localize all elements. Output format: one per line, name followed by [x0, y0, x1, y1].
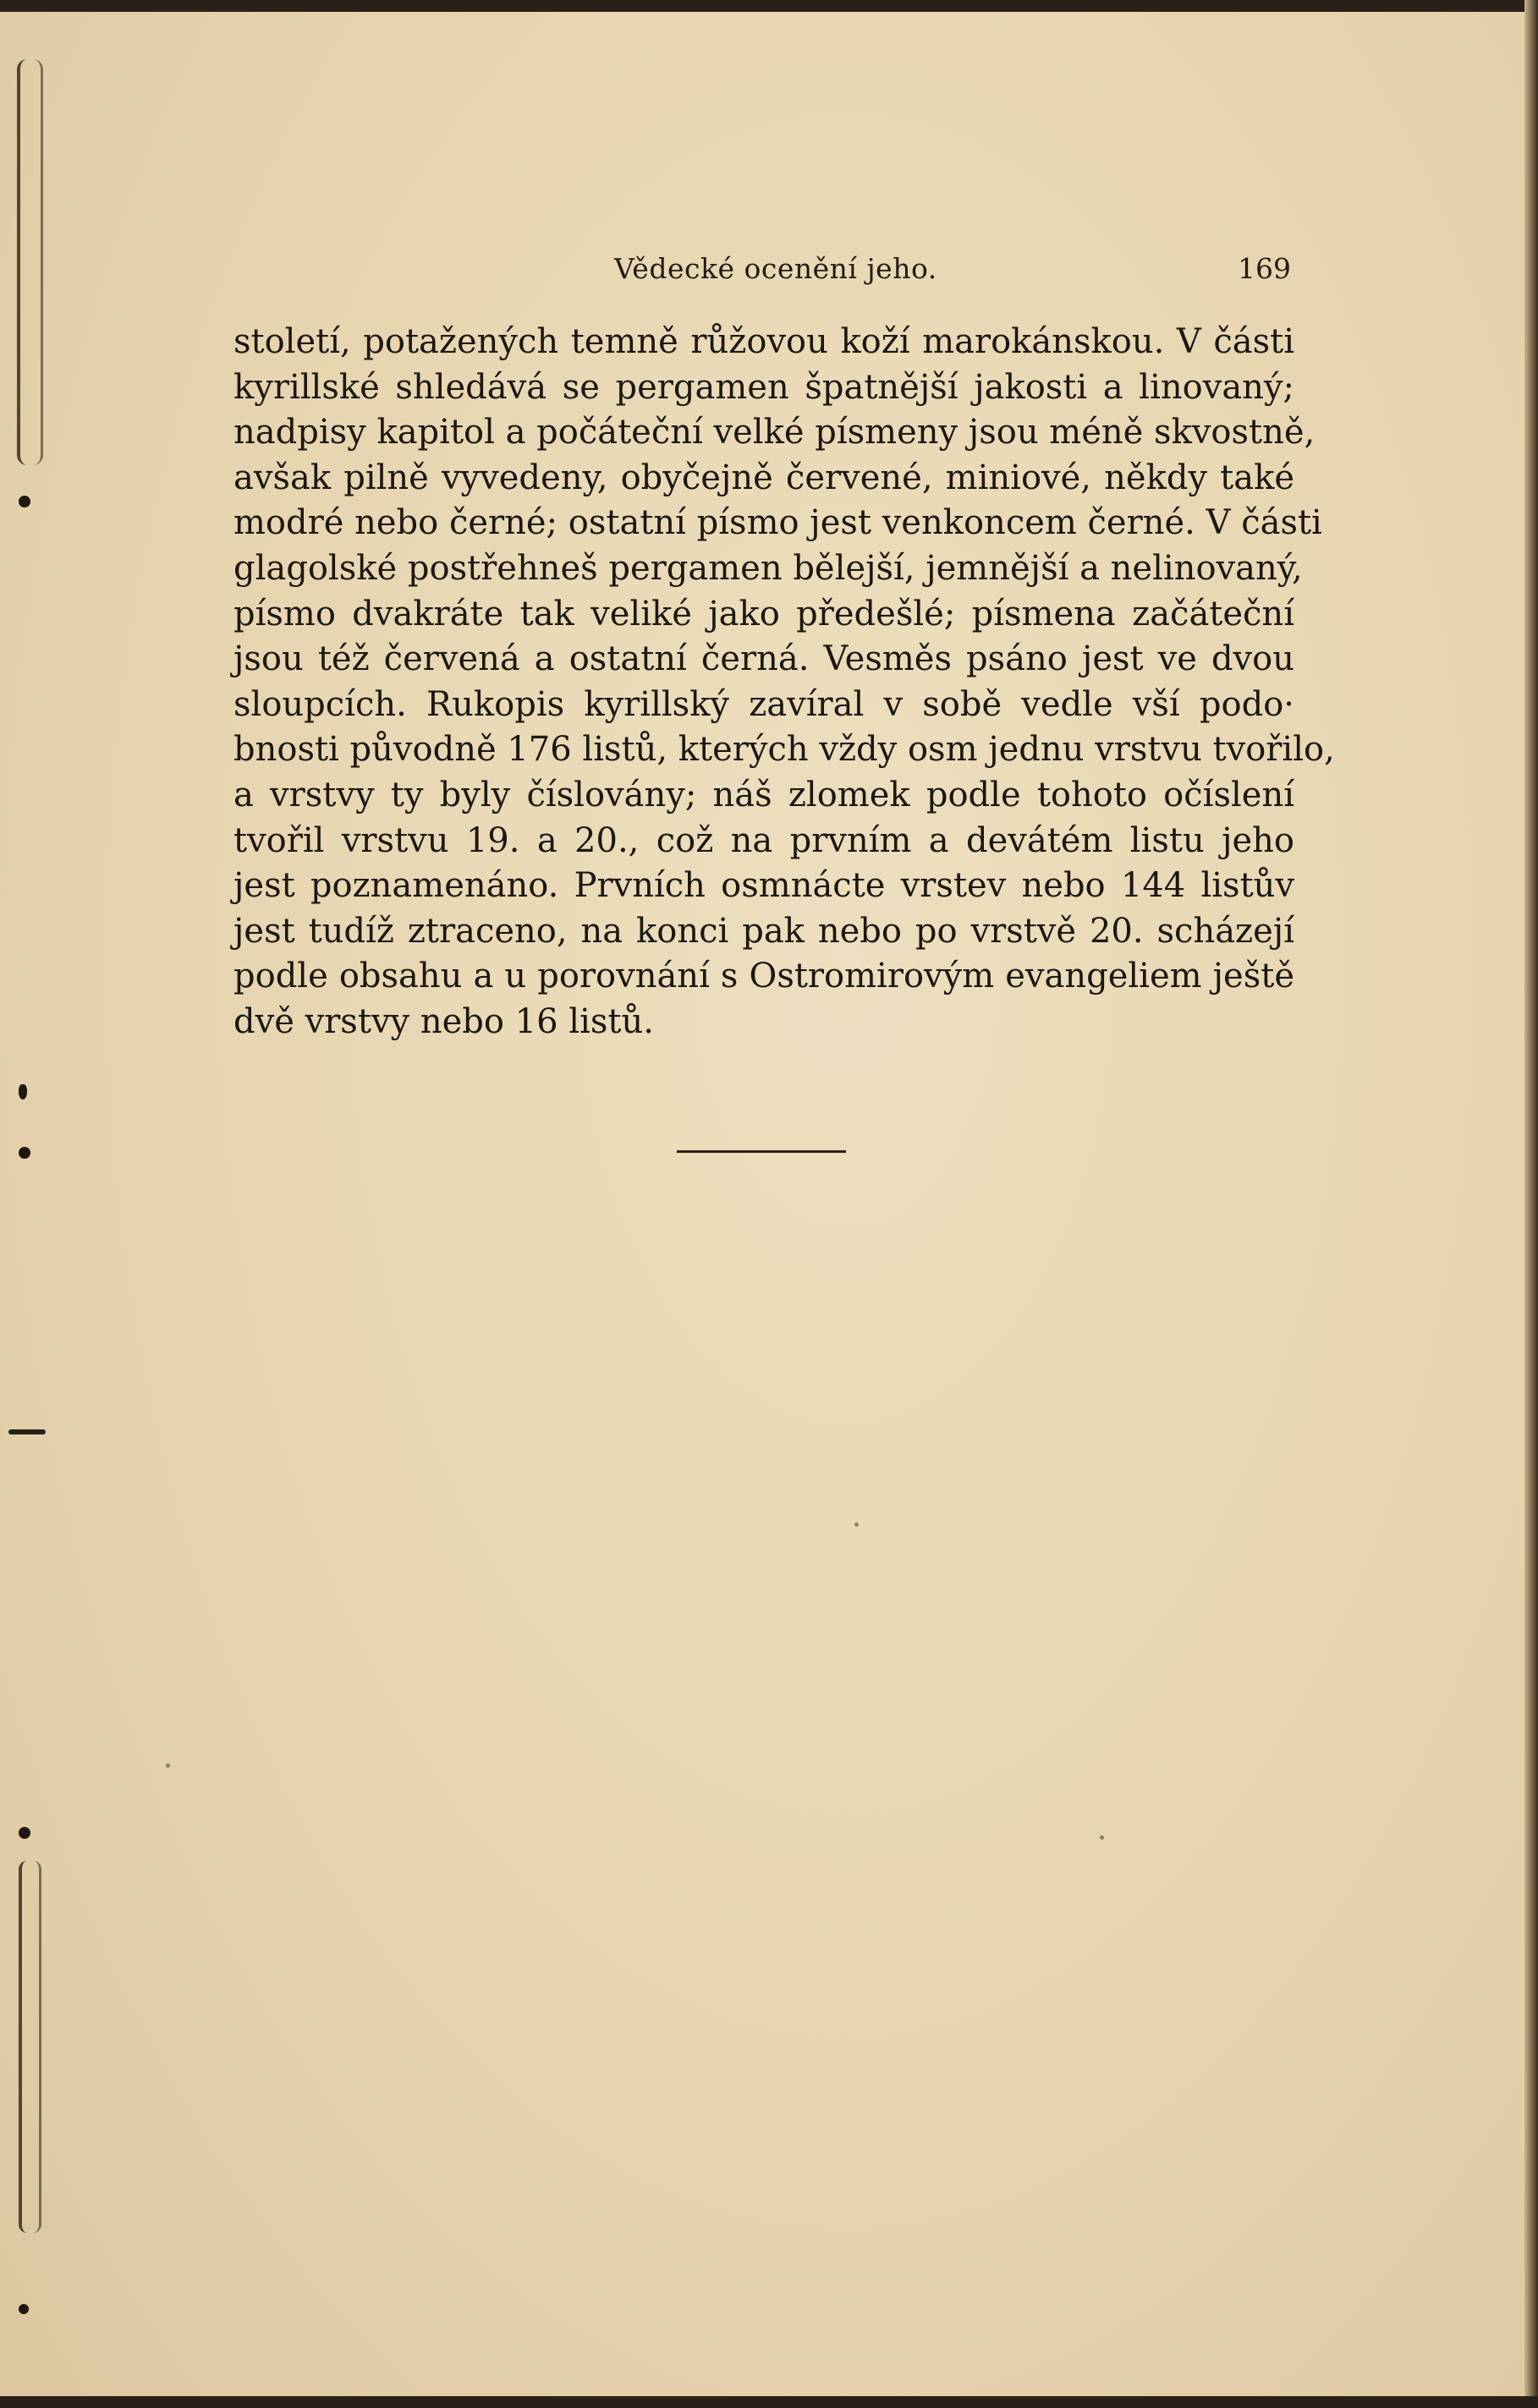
- margin-blot: [19, 2304, 29, 2314]
- text-line: a vrstvy ty byly číslovány; náš zlomek podle tohoto očíslení: [233, 775, 1294, 815]
- section-end-rule: [677, 1150, 846, 1153]
- text-line: avšak pilně vyvedeny, obyčejně červené, miniové, někdy také: [233, 458, 1294, 497]
- margin-blot: [19, 1147, 30, 1159]
- text-line: kyrillské shledává se pergamen špatnější jakosti a linovaný;: [233, 367, 1294, 407]
- page-top-edge: [0, 0, 1538, 12]
- paper-speck: [854, 1522, 859, 1527]
- paper-speck: [1100, 1835, 1104, 1840]
- text-line: podle obsahu a u porovnání s Ostromirovým evangeliem ještě: [233, 957, 1294, 996]
- margin-blot: [19, 1084, 27, 1100]
- margin-dash: [8, 1429, 46, 1434]
- text-line: dvě vrstvy nebo 16 listů.: [233, 1001, 654, 1041]
- binding-mark-upper: [17, 59, 43, 465]
- body-paragraph: [233, 320, 1335, 1045]
- text-line: století, potažených temně růžovou koží marokánskou. V části: [233, 322, 1294, 361]
- text-line: jsou též červená a ostatní černá. Vesměs psáno jest ve dvou: [233, 639, 1294, 679]
- paper-speck: [166, 1763, 170, 1768]
- binding-mark-lower: [19, 1861, 41, 2233]
- running-title: Vědecké ocenění jeho.: [614, 252, 937, 285]
- text-line: jest poznamenáno. Prvních osmnácte vrstev nebo 144 listův: [233, 866, 1294, 906]
- running-header: [233, 252, 1291, 286]
- page-bottom-edge: [0, 2396, 1538, 2408]
- text-line: nadpisy kapitol a počáteční velké písmeny jsou méně skvostně,: [233, 413, 1316, 453]
- margin-blot: [19, 1827, 30, 1839]
- page-right-edge: [1524, 0, 1538, 2408]
- text-line: tvořil vrstvu 19. a 20., což na prvním a devátém listu jeho: [233, 820, 1294, 860]
- text-line: modré nebo černé; ostatní písmo jest venkoncem černé. V části: [233, 503, 1322, 543]
- text-line: bnosti původně 176 listů, kterých vždy osm jednu vrstvu tvořilo,: [233, 730, 1335, 770]
- margin-blot: [19, 496, 30, 507]
- text-line: písmo dvakráte tak veliké jako předešlé; písmena začáteční: [233, 594, 1294, 634]
- text-line: glagolské postřehneš pergamen bělejší, jemnější a nelinovaný,: [233, 548, 1303, 588]
- text-line: sloupcích. Rukopis kyrillský zavíral v sobě vedle vší podo·: [233, 684, 1294, 724]
- page-number: 169: [1238, 252, 1291, 285]
- text-line: jest tudíž ztraceno, na konci pak nebo po vrstvě 20. scházejí: [233, 911, 1294, 951]
